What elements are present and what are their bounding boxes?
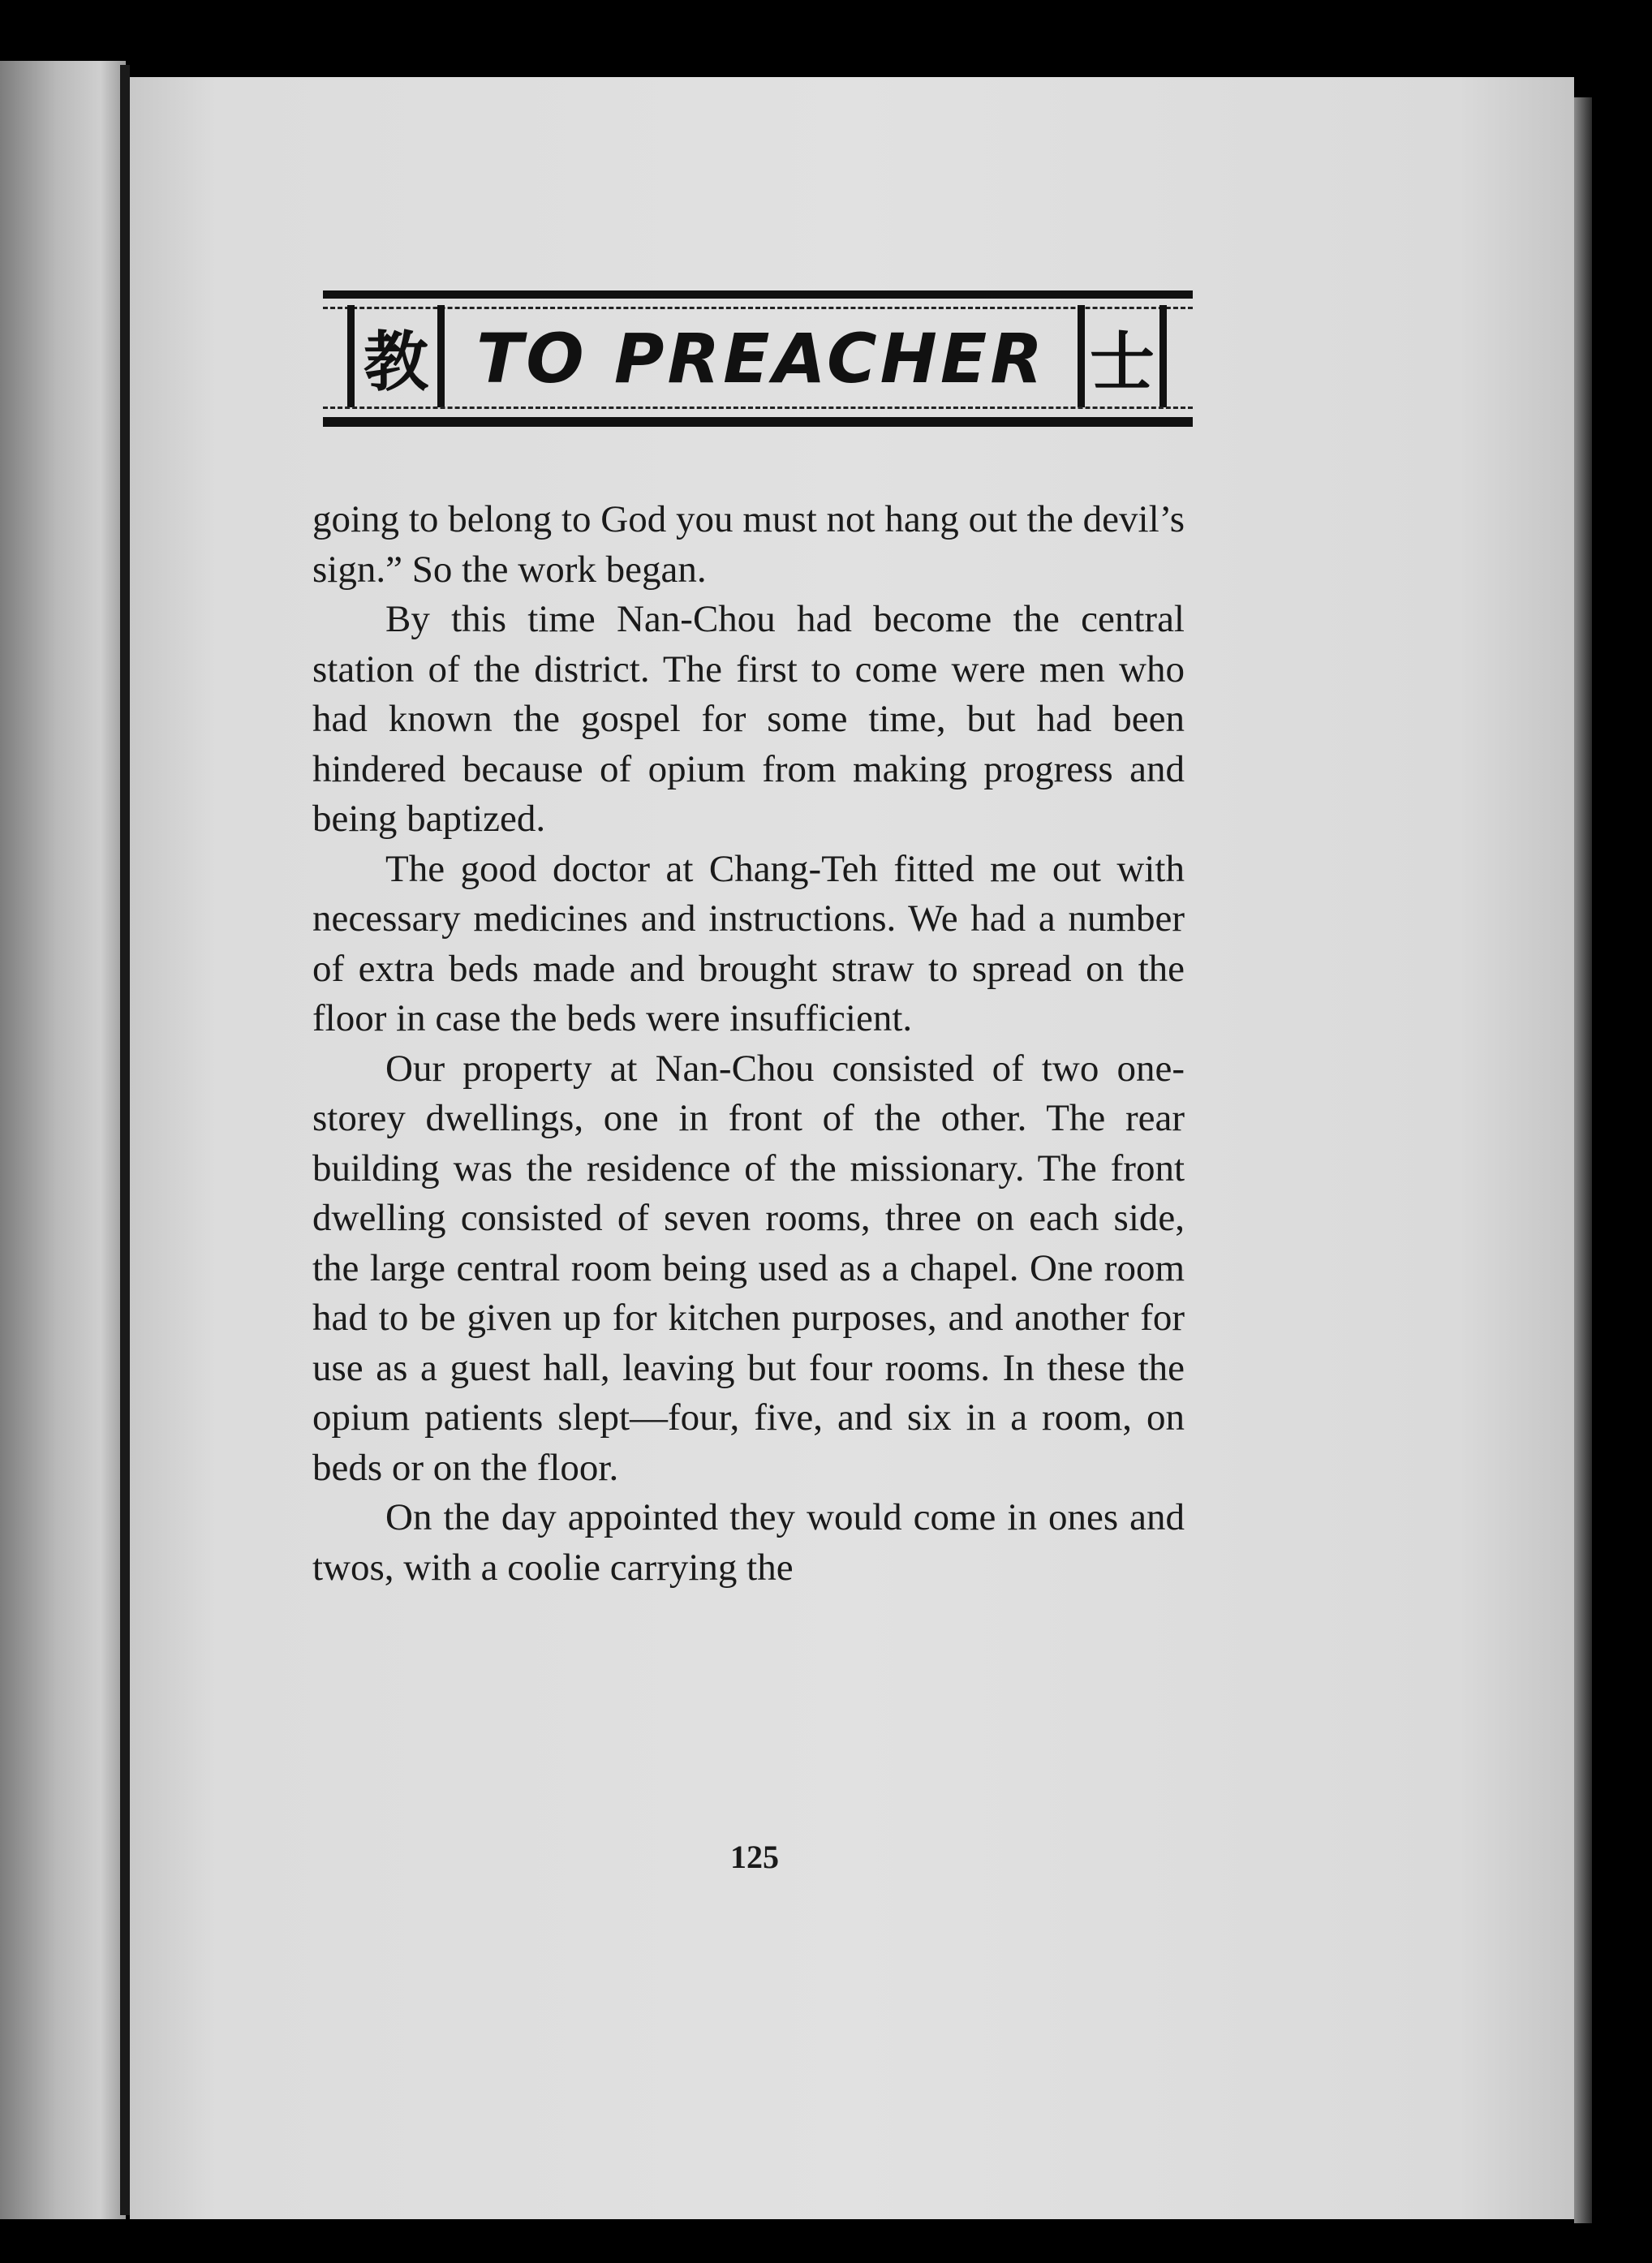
paragraph: By this time Nan-Chou had become the central station of the district. The first to come were men who had known the gospel for some time, but had been hindered because of opium from making progress and being baptized. — [312, 598, 1185, 840]
header-right-character: 士 — [1078, 305, 1167, 407]
header-left-character: 教 — [347, 305, 445, 407]
paragraph: The good doctor at Chang-Teh fitted me out with necessary medicines and instructions. We had a number of extra beds made and brought straw to spread on the floor in case the beds were insufficient. — [312, 847, 1185, 1039]
page-number: 125 — [730, 1839, 779, 1875]
chapter-title: TO PREACHER — [475, 319, 1046, 398]
gutter-shadow — [120, 65, 130, 2215]
page-edge-shadow — [1574, 97, 1592, 2223]
paragraph: going to belong to God you must not hang out the devil’s sign.” So the work began. — [312, 498, 1185, 591]
facing-page-edge — [0, 61, 126, 2219]
body-text — [312, 495, 1185, 1593]
paragraph: On the day appointed they would come in ones and twos, with a coolie carrying the — [312, 1496, 1185, 1589]
chapter-header-banner — [323, 290, 1193, 427]
paragraph: Our property at Nan-Chou consisted of two one-storey dwellings, one in front of the other. The rear building was the residence of the missionary. The front dwelling consisted of seven rooms, three on each side, the large central room being used as a chapel. One room had to be given up for kitchen purposes, and another for use as a guest hall, leaving but four rooms. In these the opium patients slept—four, five, and six in a room, on beds or on the floor. — [312, 1047, 1185, 1489]
